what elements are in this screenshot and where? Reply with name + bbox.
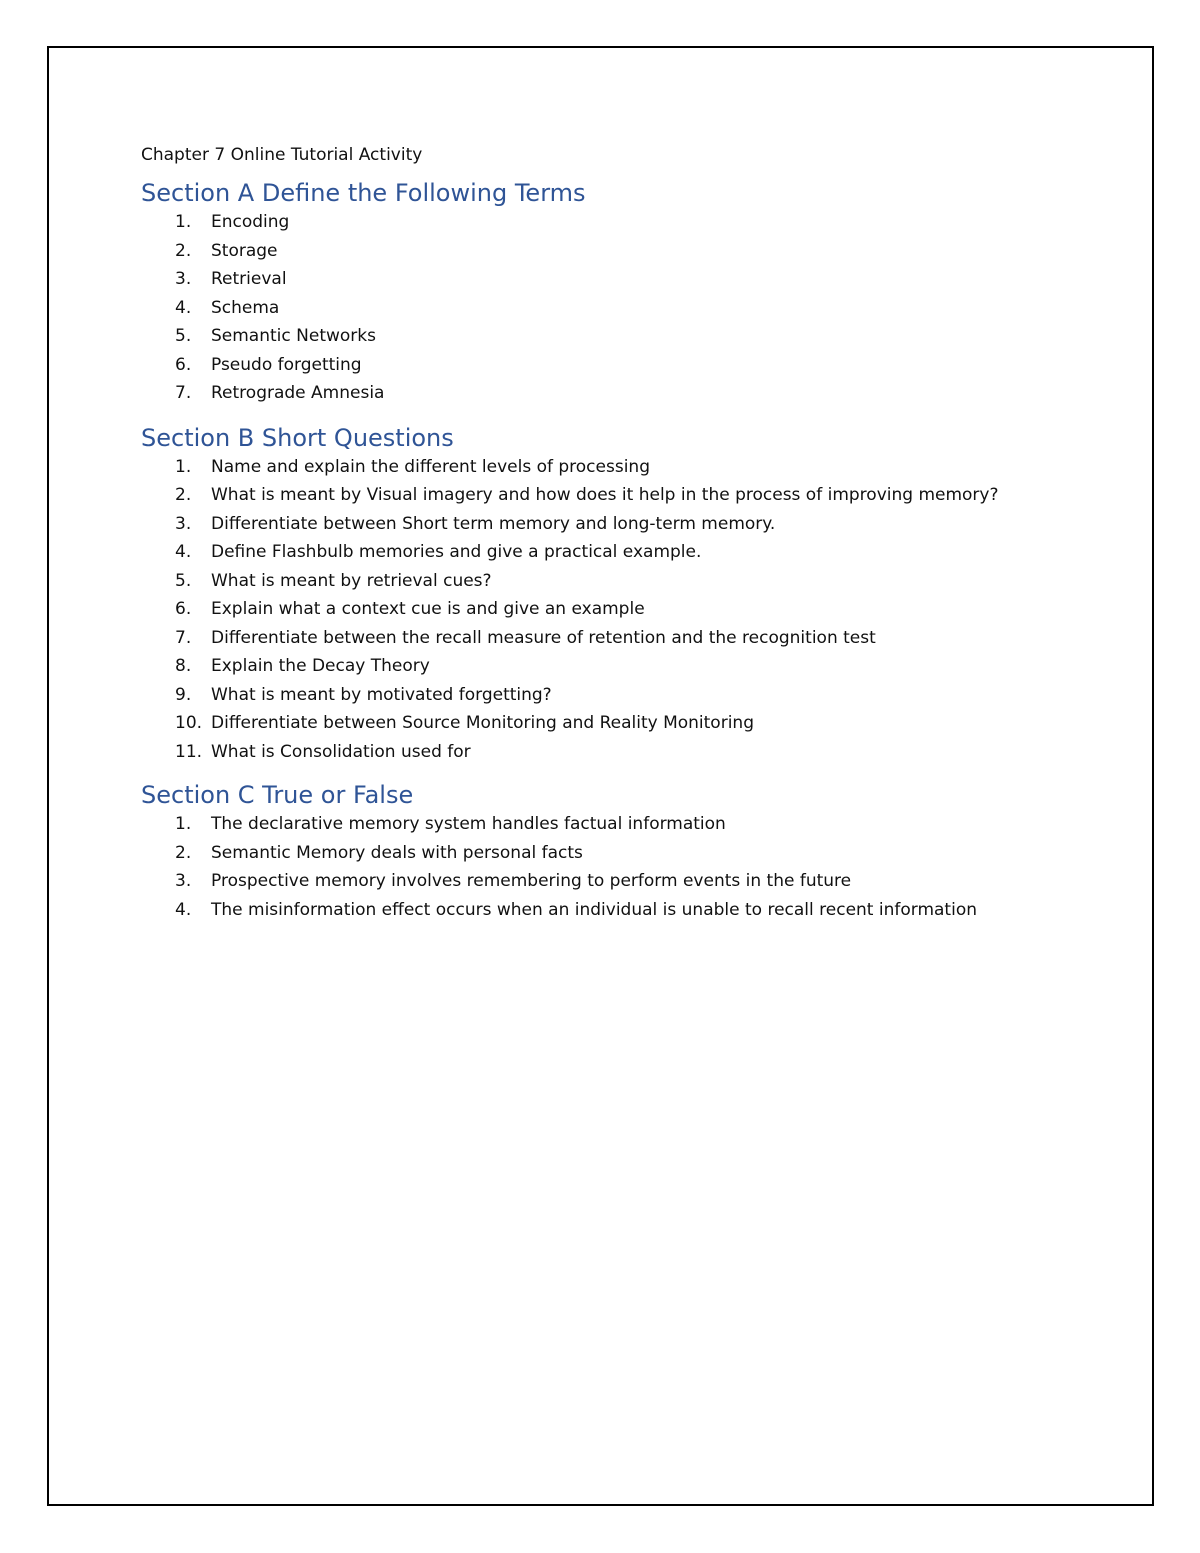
list-item [141,237,1121,266]
list-item [141,453,1121,482]
section-b-list [141,453,1121,767]
item-text: Differentiate between Short term memory and long-term memory. [211,513,776,534]
item-number: 8. [175,656,192,676]
list-item [141,379,1121,408]
item-text: Pseudo forgetting [211,354,362,375]
item-number: 4. [175,542,192,562]
list-item [141,567,1121,596]
section-a-list [141,208,1121,408]
list-item [141,294,1121,323]
item-text: Explain what a context cue is and give an example [211,599,645,619]
item-number: 4. [175,899,192,920]
item-number: 3. [175,871,192,891]
document-title: Chapter 7 Online Tutorial Activity [141,145,423,165]
list-item [141,652,1121,681]
list-item [141,738,1121,767]
item-text: Storage [211,240,278,261]
list-item [141,709,1121,738]
item-text: Schema [211,297,280,318]
item-text: Retrieval [211,269,287,289]
item-text: What is meant by Visual imagery and how does it help in the process of improving memory? [211,485,999,505]
list-item [141,624,1121,653]
list-item [141,867,1121,896]
item-text: Explain the Decay Theory [211,656,430,676]
list-item [141,510,1121,539]
item-text: What is meant by retrieval cues? [211,570,492,591]
section-c-list [141,810,1121,924]
item-number: 7. [175,383,192,403]
item-text: Name and explain the different levels of processing [211,456,650,477]
list-item [141,810,1121,839]
item-text: The declarative memory system handles factual information [211,814,726,834]
item-text: What is meant by motivated forgetting? [211,684,552,705]
item-number: 3. [175,513,192,534]
item-text: Semantic Memory deals with personal facts [211,842,583,863]
section-c-heading: Section C True or False [141,781,414,809]
list-item [141,208,1121,237]
item-text: Differentiate between Source Monitoring and Reality Monitoring [211,713,754,733]
item-text: Encoding [211,212,290,232]
item-text: Retrograde Amnesia [211,383,385,403]
list-item [141,351,1121,380]
document-body [141,142,1121,924]
list-item [141,839,1121,868]
list-item [141,896,1121,925]
item-number: 9. [175,684,192,705]
item-text: The misinformation effect occurs when an individual is unable to recall recent information [211,899,977,920]
section-b-heading: Section B Short Questions [141,423,454,452]
item-text: Semantic Networks [211,326,376,346]
item-number: 10. [175,713,203,733]
item-text: Prospective memory involves remembering to perform events in the future [211,871,852,891]
item-text: What is Consolidation used for [211,741,471,762]
list-item [141,481,1121,510]
item-text: Define Flashbulb memories and give a practical example. [211,542,702,562]
item-number: 2. [175,240,192,261]
item-number: 5. [175,326,192,346]
item-text: Differentiate between the recall measure of retention and the recognition test [211,627,876,648]
item-number: 2. [175,842,192,863]
section-a-heading: Section A Define the Following Terms [141,179,586,207]
item-number: 6. [175,354,192,375]
list-item [141,538,1121,567]
list-item [141,265,1121,294]
item-number: 7. [175,627,192,648]
item-number: 6. [175,599,192,619]
list-item [141,681,1121,710]
item-number: 1. [175,456,192,477]
item-number: 1. [175,814,192,834]
list-item [141,595,1121,624]
item-number: 1. [175,212,192,232]
item-number: 2. [175,485,192,505]
item-number: 3. [175,269,192,289]
item-number: 4. [175,297,192,318]
item-number: 5. [175,570,192,591]
list-item [141,322,1121,351]
item-number: 11. [175,741,203,762]
